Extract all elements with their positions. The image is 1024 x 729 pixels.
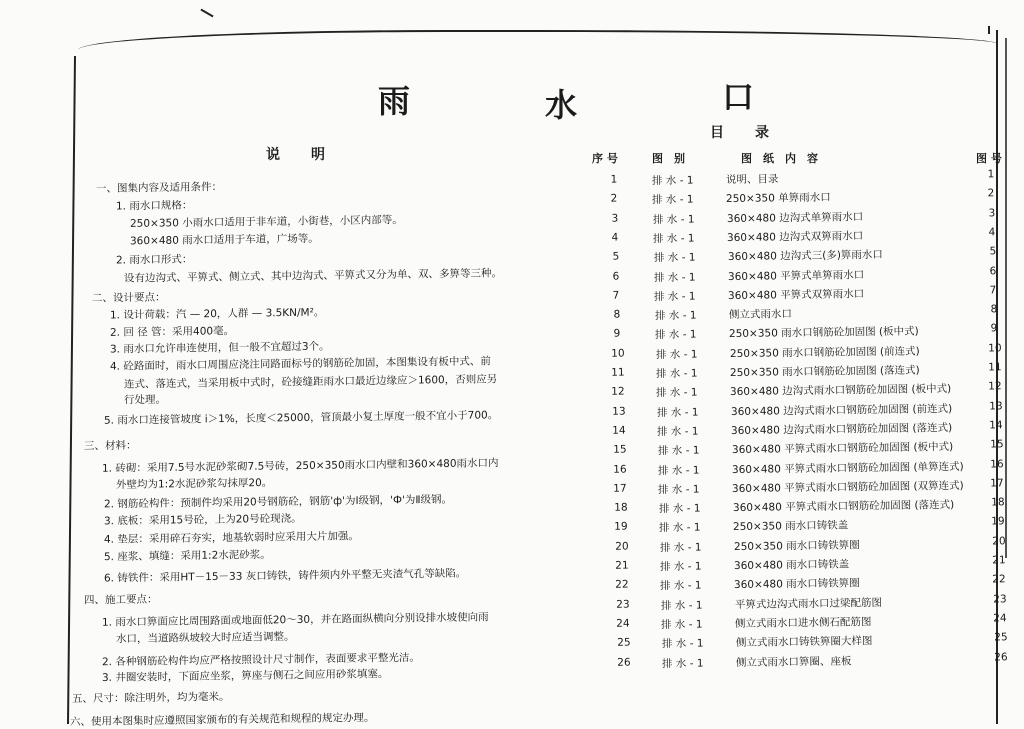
note-line: 6. 铸铁件：采用HT－15－33 灰口铸铁，铸件须内外平整无夹渣气孔等缺陷。 — [104, 567, 467, 585]
scan-mark — [988, 26, 990, 34]
toc-row-no: 7 — [612, 289, 620, 302]
toc-row-code: 排 水 - 1 — [661, 618, 703, 631]
toc-row-title: 360×480 平箅式雨水口钢筋砼加固图 (落连式) — [732, 499, 955, 515]
toc-row-code: 排 水 - 1 — [661, 637, 704, 651]
toc-row-code: 排 水 - 1 — [654, 309, 697, 323]
page-border-top — [78, 30, 998, 62]
toc-row-no: 11 — [611, 366, 625, 379]
toc-row-page: 3 — [988, 206, 996, 219]
toc-row-title: 360×480 平箅式雨水口钢筋砼加固图 (单箅连式) — [731, 460, 964, 476]
toc-row-title: 250×350 雨水口钢筋砼加固图 (落连式) — [729, 364, 920, 380]
toc-row-no: 5 — [612, 250, 619, 263]
toc-row-page: 16 — [990, 457, 1004, 470]
toc-row-title: 360×480 平箅式双箅雨水口 — [728, 287, 865, 302]
toc-row-code: 排 水 - 1 — [655, 348, 698, 361]
toc-row-title: 250×350 单箅雨水口 — [726, 191, 832, 206]
toc-row-page: 10 — [987, 341, 1002, 355]
toc-row-title: 侧立式雨水口铸铁箅圈大样图 — [735, 635, 873, 650]
toc-row-no: 19 — [614, 520, 628, 534]
toc-row-code: 排 水 - 1 — [653, 251, 696, 265]
toc-row-code: 排 水 - 1 — [659, 521, 701, 535]
toc-row-title: 360×480 平箅式单箅雨水口 — [727, 268, 865, 283]
toc-row-title: 250×350 雨水口钢筋砼加固图 (板中式) — [729, 325, 919, 341]
toc-row-page: 14 — [989, 419, 1003, 432]
toc-row-code: 排 水 - 1 — [661, 657, 704, 670]
toc-row-title: 360×480 平箅式雨水口钢筋砼加固图 (板中式) — [731, 441, 953, 457]
note-line: 2. 雨水口形式： — [116, 253, 193, 267]
toc-row-title: 侧立式雨水口 — [728, 308, 792, 322]
toc-row-no: 18 — [613, 501, 628, 514]
toc-row-page: 6 — [989, 264, 997, 277]
toc-row-no: 15 — [612, 443, 627, 456]
toc-row-code: 排 水 - 1 — [657, 425, 699, 438]
toc-row-code: 排 水 - 1 — [660, 599, 703, 612]
toc-row-code: 排 水 - 1 — [656, 386, 698, 400]
note-line: 外壁均为1:2水泥砂浆勾抹厚20。 — [116, 476, 273, 492]
toc-row-title: 360×480 雨水口铸铁箅圈 — [734, 577, 861, 592]
scanned-page: 雨 水 口 说 明 目 录 一、图集内容及适用条件： 1. 雨水口规格： 250×350 小雨水口适用于非车道，小街巷，小区内部等。 360×480 雨水口适用于车道，广场等。 2. 雨水口形式： 设有边沟式、平箅式、侧立式、其中边沟式、平箅式又分为单、双、多箅等三种。 二、设计要点： 1. 设计荷载：汽 — 20，人群 — 3.5KN/M²。 2. 回 径 管：采用400毫。 3. 雨水口允许串连使用，但一般不宜超过3个。 4. 砼路面时，雨水口周围应浇注同路面标号的钢筋砼加固，本图集设有板中式、前 连式、落连式，当采用板中式时，砼接缝距雨水口最近边缘应＞1600，否则应另 行处理。 5. 雨水口连接管坡度 i＞1%，长度＜25000，管顶最小复土厚度一般不宜小于700。 三、材料： 1. 砖砌：采用7.5号水泥砂浆砌7.5号砖，250×350雨水口内壁和360×480雨水口内 外壁均为1:2水泥砂浆勾抹厚20。 2. 钢筋砼构件：预制件均采用20号钢筋砼，钢筋'ф'为Ⅰ级钢，'Ф'为Ⅱ级钢。 3. 底板：采用15号砼，上为20号砼现浇。 4. 垫层：采用碎石夯实，地基软弱时应采用大片加强。 5. 座浆、填缝：采用1:2水泥砂浆。 6. 铸铁件：采用HT－15－33 灰口铸铁，铸件须内外平整无夹渣气孔等缺陷。 四、施工要点： 1. 雨水口箅面应比周围路面或地面低20～30，并在路面纵横向分别设排水坡使向雨 水口，当道路纵坡较大时应适当调整。 2. 各种钢筋砼构件均应严格按照设计尺寸制作，表面要求平整光洁。 3. 井圈安装时，下面应坐浆，箅座与侧石之间应用砂浆填塞。 五、尺寸：除注明外，均为毫米。 六、使用本图集时应遵照国家颁布的有关规范和规程的规定办理。 序 号 图 别 图 纸 内 容 图 号 1 排 水 - 1 说明、目录 1 2 排 水 - 1 250×350 单箅雨水口 2 3 排 水 - 1 360×480 边沟式单箅雨水口 3 4 排 水 - 1 360×480 边沟式双箅雨水口 4 5 排 水 - 1 360×480 边沟式三(多)箅雨水口 5 6 排 水 - 1 360×480 平箅式单箅雨水口 6 7 排 水 - 1 360×480 平箅式双箅雨水口 7 8 排 水 - 1 侧立式雨水口 8 9 排 水 - 1 250×350 雨水口钢筋砼加固图 (板中式) 9 10 排 水 - 1 250×350 雨水口钢筋砼加固图 (前连式) 10 11 排 水 - 1 250×350 雨水口钢筋砼加固图 (落连式) 11 12 排 水 - 1 360×480 边沟式雨水口钢筋砼加固图 (板中式) 12 13 排 水 - 1 360×480 边沟式雨水口钢筋砼加固图 (前连式) 13 14 排 水 - 1 360×480 边沟式雨水口钢筋砼加固图 (落连式) 14 15 排 水 - 1 360×480 平箅式雨水口钢筋砼加固图 (板中式) 15 16 排 水 - 1 360×480 平箅式雨水口钢筋砼加固图 (单箅连式) 16 17 排 水 - 1 360×480 平箅式雨水口钢筋砼加固图 (双箅连式) 17 18 排 水 - 1 360×480 平箅式雨水口钢筋砼加固图 (落连式) 18 19 排 水 - 1 250×350 雨水口铸铁盖 19 20 排 水 - 1 250×350 雨水口铸铁箅圈 20 21 排 水 - 1 360×480 雨水口铸铁盖 21 22 排 水 - 1 360×480 雨水口铸铁箅圈 22 23 排 水 - 1 平箅式边沟式雨水口过梁配筋图 23 24 排 水 - 1 侧立式雨水口进水侧石配筋图 24 25 排 水 - 1 侧立式雨水口铸铁箅圈大样图 25 26 排 水 - 1 侧立式雨水口箅圈、座板 26 — [0, 0, 1024, 724]
toc-row-no: 25 — [616, 636, 631, 649]
toc-row-code: 排 水 - 1 — [656, 406, 699, 419]
note-line: 一、图集内容及适用条件： — [96, 181, 222, 195]
page-border-left — [67, 56, 76, 724]
title-char: 雨 — [378, 82, 411, 120]
toc-row-page: 26 — [994, 650, 1008, 663]
note-line: 六、使用本图集时应遵照国家颁布的有关规范和规程的规定办理。 — [70, 711, 375, 729]
scan-mark — [200, 9, 213, 18]
toc-col-page: 图 号 — [976, 152, 1002, 165]
note-line: 1. 雨水口箅面应比周围路面或地面低20～30，并在路面纵横向分别设排水坡使向雨 — [102, 611, 489, 629]
toc-row-page: 22 — [992, 573, 1007, 586]
toc-col-code: 图 别 — [652, 152, 685, 165]
note-line: 250×350 小雨水口适用于非车道，小街巷，小区内部等。 — [130, 214, 403, 230]
toc-row-page: 24 — [993, 612, 1007, 625]
toc-row-no: 22 — [615, 578, 630, 591]
toc-row-page: 23 — [992, 592, 1007, 606]
toc-row-no: 10 — [610, 347, 625, 360]
toc-row-title: 360×480 边沟式单箅雨水口 — [726, 210, 864, 225]
toc-row-page: 25 — [993, 631, 1008, 644]
toc-row-title: 360×480 雨水口铸铁盖 — [733, 558, 850, 573]
note-line: 360×480 雨水口适用于车道，广场等。 — [130, 232, 319, 248]
toc-row-title: 360×480 平箅式雨水口钢筋砼加固图 (双箅连式) — [732, 479, 965, 495]
note-line: 5. 座浆、填缝：采用1:2水泥砂浆。 — [104, 548, 271, 564]
page-title — [0, 76, 1024, 136]
note-line: 1. 设计荷载：汽 — 20，人群 — 3.5KN/M²。 — [110, 306, 325, 322]
toc-row-code: 排 水 - 1 — [657, 444, 700, 458]
toc-row-page: 8 — [990, 303, 998, 316]
note-line: 2. 各种钢筋砼构件均应严格按照设计尺寸制作，表面要求平整光洁。 — [102, 651, 420, 669]
note-line: 2. 钢筋砼构件：预制件均采用20号钢筋砼，钢筋'ф'为Ⅰ级钢，'Ф'为Ⅱ级钢。 — [104, 493, 453, 511]
toc-row-title: 250×350 雨水口铸铁箅圈 — [733, 538, 860, 553]
toc-row-code: 排 水 - 1 — [655, 328, 697, 342]
title-char: 口 — [722, 78, 755, 116]
toc-row-no: 2 — [610, 192, 618, 205]
toc-row-no: 13 — [611, 405, 626, 418]
toc-row-page: 11 — [988, 361, 1002, 374]
note-line: 3. 雨水口允许串连使用，但一般不宜超过3个。 — [110, 340, 330, 356]
toc-row-page: 21 — [992, 554, 1006, 567]
toc-row-code: 排 水 - 1 — [659, 541, 702, 554]
toc-row-code: 排 水 - 1 — [654, 290, 696, 303]
toc-row-no: 14 — [612, 424, 626, 437]
toc-row-code: 排 水 - 1 — [658, 502, 701, 516]
toc-row-code: 排 水 - 1 — [652, 213, 695, 226]
toc-col-title: 图 纸 内 容 — [741, 152, 818, 165]
toc-row-title: 360×480 边沟式三(多)箅雨水口 — [727, 249, 883, 264]
note-line: 三、材料： — [84, 439, 137, 453]
toc-row-no: 1 — [610, 173, 618, 186]
toc-row-page: 5 — [989, 245, 996, 258]
toc-row-no: 23 — [615, 598, 630, 611]
toc-row-code: 排 水 - 1 — [652, 193, 694, 207]
toc-row-page: 19 — [991, 515, 1005, 528]
toc-row-code: 排 水 - 1 — [658, 483, 700, 496]
toc-row-no: 26 — [617, 656, 631, 669]
toc-header-row — [586, 150, 1006, 168]
toc-row-no: 17 — [613, 482, 628, 495]
toc-row-no: 16 — [613, 463, 627, 476]
toc-row-no: 12 — [611, 385, 626, 398]
title-char: 水 — [545, 86, 578, 124]
toc-row-no: 20 — [614, 540, 629, 553]
toc-row-page: 2 — [987, 187, 995, 200]
toc-row-title: 侧立式雨水口箅圈、座板 — [735, 654, 852, 669]
toc-row-no: 3 — [611, 212, 619, 225]
note-line: 2. 回 径 管：采用400毫。 — [110, 325, 235, 339]
toc-row-page: 12 — [988, 380, 1003, 393]
note-line: 行处理。 — [124, 393, 166, 407]
toc-row-no: 4 — [611, 231, 619, 244]
toc-row-page: 13 — [988, 399, 1003, 413]
toc-row-title: 360×480 边沟式雨水口钢筋砼加固图 (板中式) — [730, 383, 952, 399]
toc-row-title: 360×480 边沟式雨水口钢筋砼加固图 (落连式) — [731, 421, 953, 437]
note-line: 水口，当道路纵坡较大时应适当调整。 — [116, 630, 295, 646]
toc-row-no: 6 — [612, 270, 620, 283]
toc-row-page: 9 — [990, 322, 998, 335]
toc-row-page: 17 — [990, 477, 1005, 490]
toc-row-title: 360×480 边沟式雨水口钢筋砼加固图 (前连式) — [730, 402, 953, 418]
note-line: 4. 砼路面时，雨水口周围应浇注同路面标号的钢筋砼加固，本图集设有板中式、前 — [110, 355, 491, 373]
toc-row-no: 21 — [615, 559, 629, 572]
toc-row-title: 说明、目录 — [725, 173, 779, 187]
note-line: 设有边沟式、平箅式、侧立式、其中边沟式、平箅式又分为单、双、多箅等三种。 — [124, 267, 502, 285]
toc-row-title: 侧立式雨水口进水侧石配筋图 — [735, 616, 872, 630]
toc-row-page: 18 — [990, 496, 1005, 509]
toc-col-no: 序 号 — [592, 152, 618, 165]
toc-row-no: 9 — [613, 327, 621, 341]
note-line: 4. 垫层：采用碎石夯实，地基软弱时应采用大片加强。 — [104, 530, 359, 546]
toc-row-code: 排 水 - 1 — [653, 232, 695, 245]
toc-row-code: 排 水 - 1 — [657, 463, 700, 477]
note-line: 五、尺寸：除注明外，均为毫米。 — [72, 690, 230, 706]
toc-row-code: 排 水 - 1 — [655, 367, 698, 381]
toc-row-title: 平箅式边沟式雨水口过梁配筋图 — [734, 596, 882, 611]
toc-row-title: 360×480 边沟式双箅雨水口 — [727, 230, 864, 244]
toc-row-page: 15 — [989, 438, 1004, 451]
toc-row-code: 排 水 - 1 — [659, 560, 702, 574]
note-line: 连式、落连式，当采用板中式时，砼接缝距雨水口最近边缘应＞1600，否则应另 — [124, 373, 498, 391]
toc-row-page: 20 — [991, 534, 1006, 548]
toc-row-title: 250×350 雨水口铸铁盖 — [733, 519, 849, 534]
toc-row-page: 7 — [989, 284, 997, 297]
note-line: 四、施工要点： — [84, 593, 158, 607]
note-line: 5. 雨水口连接管坡度 i＞1%，长度＜25000，管顶最小复土厚度一般不宜小于700。 — [104, 409, 499, 427]
note-line: 3. 底板：采用15号砼，上为20号砼现浇。 — [104, 512, 302, 528]
toc-row-code: 排 水 - 1 — [651, 174, 694, 188]
toc-row-title: 250×350 雨水口钢筋砼加固图 (前连式) — [729, 345, 920, 360]
toc-row-code: 排 水 - 1 — [660, 579, 702, 593]
note-line: 二、设计要点： — [92, 291, 166, 305]
note-line: 1. 砖砌：采用7.5号水泥砂浆砌7.5号砖，250×350雨水口内壁和360×480雨水口内 — [102, 457, 499, 475]
toc-row-code: 排 水 - 1 — [653, 270, 696, 284]
toc-row-page: 1 — [987, 168, 995, 181]
toc-row-no: 24 — [616, 617, 630, 630]
toc-row-page: 4 — [988, 226, 996, 239]
note-line: 3. 井圈安装时，下面应坐浆，箅座与侧石之间应用砂浆填塞。 — [102, 668, 389, 684]
note-line: 1. 雨水口规格： — [116, 199, 193, 213]
toc-row-no: 8 — [613, 308, 621, 321]
